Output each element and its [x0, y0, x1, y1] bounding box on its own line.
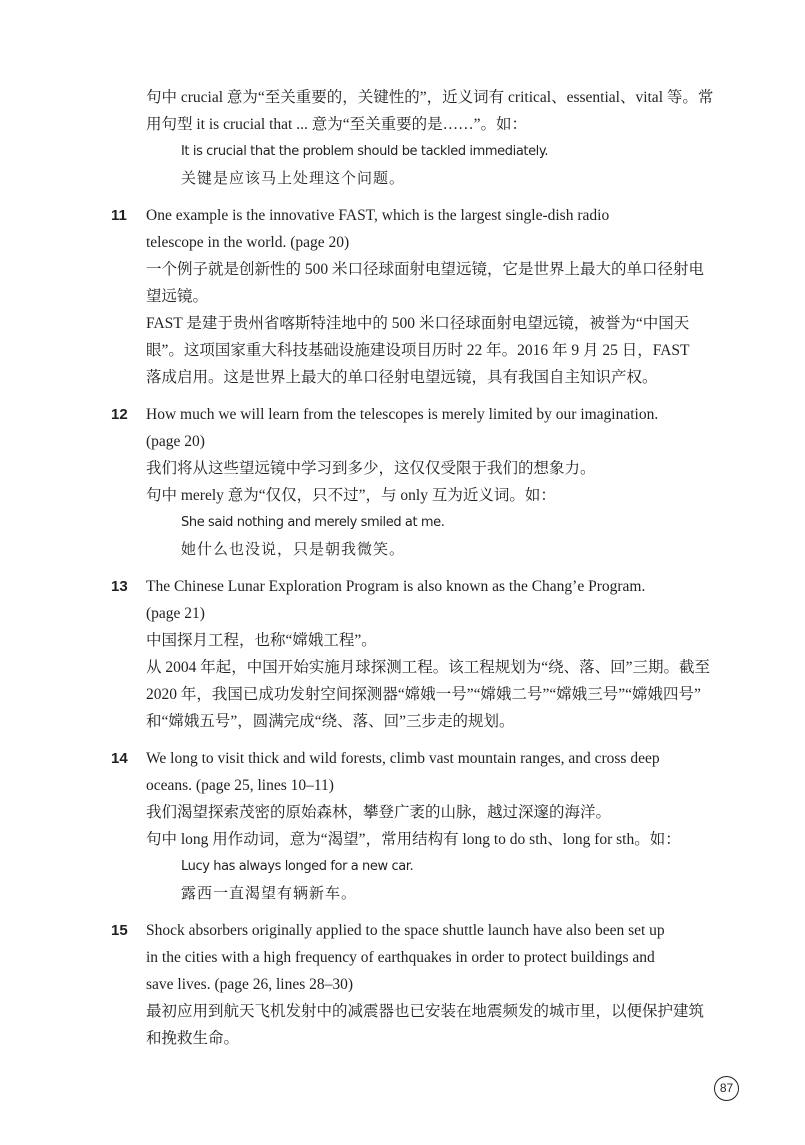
text-line: 落成启用。这是世界上最大的单口径射电望远镜，具有我国自主知识产权。 — [146, 369, 658, 386]
text-line: 句中 long 用作动词，意为“渴望”，常用结构有 long to do sth、long for sth。如： — [146, 831, 681, 848]
note-item-14 — [111, 745, 706, 907]
text-line: 中国探月工程，也称“嫦娥工程”。 — [146, 632, 377, 649]
text-line: (page 21) — [146, 605, 205, 622]
text-line: 句中 merely 意为“仅仅，只不过”，与 only 互为近义词。如： — [146, 487, 556, 504]
example-translation: 露西一直渴望有辆新车。 — [181, 884, 358, 902]
text-line: 一个例子就是创新性的 500 米口径球面射电望远镜，它是世界上最大的单口径射电 — [146, 261, 705, 278]
text-line: The Chinese Lunar Exploration Program is also known as the Chang’e Program. — [146, 578, 646, 595]
text-line: 和“嫦娥五号”，圆满完成“绕、落、回”三步走的规划。 — [146, 713, 515, 730]
text-line: in the cities with a high frequency of earthquakes in order to protect buildings and — [146, 949, 655, 966]
item-number: 11 — [111, 207, 127, 224]
text-line: How much we will learn from the telescopes is merely limited by our imagination. — [146, 406, 659, 423]
text-line: Shock absorbers originally applied to the space shuttle launch have also been set up — [146, 922, 665, 939]
item-number: 15 — [111, 922, 128, 939]
text-line: We long to visit thick and wild forests, climb vast mountain ranges, and cross deep — [146, 750, 660, 767]
example-sentence: Lucy has always longed for a new car. — [181, 859, 414, 874]
item-number: 14 — [111, 750, 128, 767]
text-line: (page 20) — [146, 433, 205, 450]
text-line: 望远镜。 — [146, 288, 209, 305]
example-sentence: She said nothing and merely smiled at me. — [181, 515, 445, 530]
text-line: 我们渴望探索茂密的原始森林，攀登广袤的山脉，越过深邃的海洋。 — [146, 804, 612, 821]
text-line: 2020 年，我国已成功发射空间探测器“嫦娥一号”“嫦娥二号”“嫦娥三号”“嫦娥四号” — [146, 686, 701, 703]
note-item-11 — [111, 202, 706, 391]
text-line: One example is the innovative FAST, which is the largest single-dish radio — [146, 207, 610, 224]
page-number: 87 — [714, 1076, 739, 1101]
note-item-15 — [111, 917, 706, 1052]
text-line: 用句型 it is crucial that ... 意为“至关重要的是……”。如： — [146, 116, 527, 133]
example-translation: 关键是应该马上处理这个问题。 — [181, 169, 406, 187]
text-line: 从 2004 年起，中国开始实施月球探测工程。该工程规划为“绕、落、回”三期。截至 — [146, 659, 711, 676]
note-item-12 — [111, 401, 706, 563]
note-item-continued — [146, 84, 714, 192]
text-line: FAST 是建于贵州省喀斯特洼地中的 500 米口径球面射电望远镜，被誉为“中国天 — [146, 315, 690, 332]
example-translation: 她什么也没说，只是朝我微笑。 — [181, 540, 406, 558]
text-line: telescope in the world. (page 20) — [146, 234, 350, 251]
item-number: 13 — [111, 578, 128, 595]
text-line: 最初应用到航天飞机发射中的减震器也已安装在地震频发的城市里，以便保护建筑 — [146, 1003, 705, 1020]
example-sentence: It is crucial that the problem should be tackled immediately. — [181, 144, 549, 159]
text-line: 眼”。这项国家重大科技基础设施建设项目历时 22 年。2016 年 9 月 25 日，FAST — [146, 342, 690, 359]
text-line: save lives. (page 26, lines 28–30) — [146, 976, 354, 993]
text-line: 句中 crucial 意为“至关重要的，关键性的”，近义词有 critical、essential、vital 等。常 — [146, 89, 714, 106]
item-number: 12 — [111, 406, 128, 423]
note-item-13 — [111, 573, 711, 735]
notes-content — [111, 84, 714, 1052]
text-line: oceans. (page 25, lines 10–11) — [146, 777, 334, 794]
text-line: 我们将从这些望远镜中学习到多少，这仅仅受限于我们的想象力。 — [146, 460, 596, 477]
text-line: 和挽救生命。 — [146, 1030, 240, 1047]
